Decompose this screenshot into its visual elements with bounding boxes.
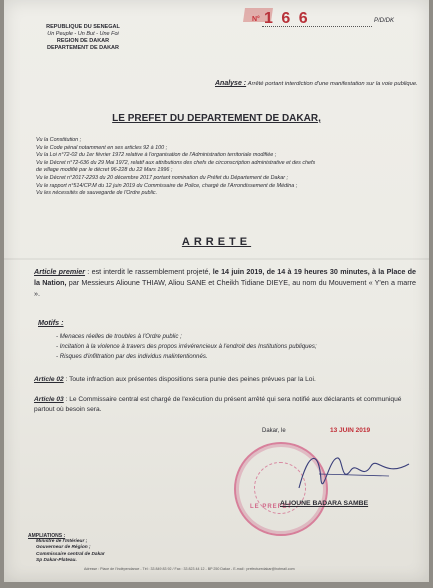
analyse-text: Arrêté portant interdiction d'une manifestation sur la voie publique.	[247, 81, 418, 87]
article-3-label: Article 03	[34, 396, 64, 403]
article-2-label: Article 02	[34, 376, 64, 383]
visa-item: Vu la Constitution ;	[36, 137, 82, 143]
date-stamp: 13 JUIN 2019	[330, 427, 371, 434]
article-1-date-place: le 14 juin 2019, de 14 à 19 heures 30 minutes, à la Place de la Nation,	[34, 267, 417, 287]
department-name: DEPARTEMENT DE DAKAR	[46, 45, 119, 51]
seal-text: LE PREFET	[250, 504, 293, 510]
signature-place: Dakar, le	[262, 428, 286, 434]
article-2-text: : Toute infraction aux présentes dispositions sera punie des peines prévues par la Loi.	[65, 376, 316, 383]
ampliation-item: Commissaire central de Dakar	[36, 551, 105, 557]
handwritten-signature	[259, 440, 419, 500]
reference-prefix: N°	[252, 16, 260, 23]
motifs-list	[56, 332, 416, 362]
ampliations-block	[28, 533, 178, 564]
paper-fold	[4, 258, 429, 260]
article-1-label: Article premier	[34, 267, 86, 276]
article-1-text-a: : est interdit le rassemblement projeté,	[87, 267, 211, 276]
article-3	[34, 395, 416, 415]
article-2	[34, 375, 416, 384]
arrete-heading: ARRETE	[181, 236, 252, 248]
motif-item: - Incitation à la violence à travers des propos irrévérencieux à l'endroit des Institutions publiques;	[56, 342, 416, 352]
analyse-label: Analyse :	[215, 80, 247, 87]
reference-suffix: P/D/DK	[374, 18, 395, 24]
footer-address: Adresse : Place de l'Indépendance - Tél : 33 849 83 92 / Fax : 33 823 44 12 - BP 250 Dakar - E-mail : prefecturedakar@hotmail.com	[84, 567, 295, 571]
visa-item: Vu les nécessités de sauvegarde de l'Ordre public.	[36, 190, 158, 197]
republic-name: REPUBLIQUE DU SENEGAL	[46, 24, 120, 30]
visa-item: Vu le Code pénal notamment en ses articles 92 à 100 ;	[36, 144, 168, 151]
national-motto: Un Peuple - Un But - Une Foi	[47, 31, 119, 37]
motif-item: - Risques d'infiltration par des individus malintentionnés.	[56, 352, 416, 362]
visa-item: Vu le Décret n°2017-2293 du 20 décembre 2017 portant nomination du Préfet du Département de Dakar ;	[36, 174, 288, 181]
ampliation-item: Ministre de l'Intérieur ;	[36, 539, 88, 545]
reference-number	[242, 10, 417, 28]
ampliations-label: AMPLIATIONS :	[28, 533, 66, 539]
article-1	[34, 266, 416, 299]
visa-item: Vu le rapport n°514/CP.M du 12 juin 2019 du Commissaire de Police, chargé de l'Arrondissement de Médina ;	[36, 182, 298, 189]
visa-item: de village modifié par le décret 96-228 du 22 Mars 1996 ;	[36, 167, 173, 174]
region-name: REGION DE DAKAR	[56, 38, 110, 44]
analyse-block	[215, 80, 420, 88]
ampliation-item: Sp Dakar-Plateau.	[36, 557, 77, 563]
visas-list	[36, 137, 416, 198]
article-1-text-b: par Messieurs Alioune THIAW, Aliou SANE et Cheikh Tidiane DIEYE, au nom du Mouvement « Y'en a marre ».	[34, 278, 416, 298]
motifs-label: Motifs :	[38, 318, 64, 327]
visa-item: Vu la Loi n°72-02 du 1er février 1972 relative à l'organisation de l'Administration territoriale modifiée ;	[36, 152, 277, 159]
document-page	[4, 0, 429, 582]
document-title: LE PREFET DU DEPARTEMENT DE DAKAR,	[112, 113, 321, 124]
motif-item: - Menaces réelles de troubles à l'Ordre public ;	[56, 332, 416, 342]
reference-number-value: 1 6 6	[264, 10, 310, 27]
reference-dotted-line	[262, 26, 372, 27]
ampliation-item: Gouverneur de Région ;	[36, 545, 91, 551]
signatory-name: ALIOUNE BADARA SAMBE	[280, 500, 369, 507]
visa-item: Vu le Décret n°72-636 du 29 Mai 1972, relatif aux attributions des chefs de circonscription administrative et des chefs	[36, 159, 316, 166]
letterhead	[18, 24, 148, 52]
article-3-text: : Le Commissaire central est chargé de l'exécution du présent arrêté qui sera notifié aux déclarants et communiqué partout où besoin sera.	[34, 396, 402, 413]
